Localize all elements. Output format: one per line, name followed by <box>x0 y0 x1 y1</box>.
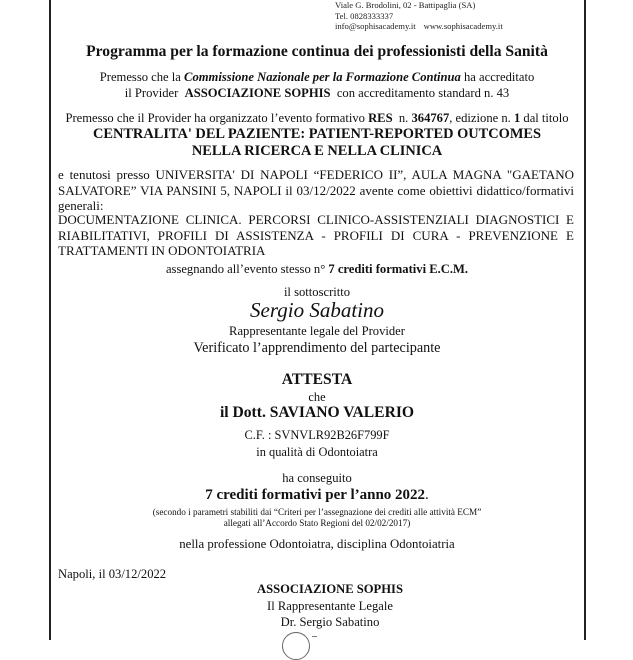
document-title: Programma per la formazione continua dei professionisti della Sanità <box>86 43 548 60</box>
accreditation-line-1: Premesso che la Commissione Nazionale per la Formazione Continua ha accreditato <box>99 70 535 84</box>
participant-name: il Dott. SAVIANO VALERIO <box>219 404 415 421</box>
verification-statement: Verificato l’apprendimento del partecipante <box>193 340 441 356</box>
official-stamp-icon <box>282 632 310 660</box>
footer-signer: Dr. Sergio Sabatino <box>280 615 380 629</box>
che-label: che <box>308 390 326 404</box>
event-edition: 1 <box>513 111 521 125</box>
provider-name: ASSOCIAZIONE SOPHIS <box>184 86 331 100</box>
event-title: CENTRALITA' DEL PAZIENTE: PATIENT-REPORTED OUTCOMES NELLA RICERCA E NELLA CLINICA <box>92 126 542 159</box>
fiscal-code: C.F. : SVNVLR92B26F799F <box>244 428 390 442</box>
signature-mark <box>312 636 317 637</box>
profession-discipline: nella professione Odontoiatra, disciplina Odontoiatria <box>179 537 455 551</box>
event-type: RES <box>368 111 393 125</box>
letterhead-contacts <box>335 0 503 32</box>
website-link[interactable]: www.sophisacademy.it <box>423 21 503 31</box>
email-link[interactable]: info@sophisacademy.it <box>335 21 416 31</box>
footer-organization: ASSOCIAZIONE SOPHIS <box>257 582 403 596</box>
address: Viale G. Brodolini, 02 - Battipaglia (SA) <box>335 0 476 10</box>
attesta-heading: ATTESTA <box>281 371 353 388</box>
achieved-label: ha conseguito <box>282 471 352 485</box>
qualification: in qualità di Odontoiatra <box>256 445 378 459</box>
credits-earned: 7 crediti formativi per l’anno 2022. <box>205 487 429 503</box>
footer-role: Il Rappresentante Legale <box>267 599 393 613</box>
commission-name: Commissione Nazionale per la Formazione Continua <box>184 70 461 84</box>
event-number: 364767 <box>411 111 450 125</box>
credits-assigned: assegnando all’evento stesso n° 7 crediti formativi E.C.M. <box>165 262 469 276</box>
criteria-note-line-1: (secondo i parametri stabiliti dai “Criteri per l’assegnazione dei crediti alle attività ECM” <box>152 507 482 517</box>
event-intro: Premesso che il Provider ha organizzato l’evento formativo RES n. 364767, edizione n. 1 dal titolo <box>65 111 569 125</box>
event-objectives: DOCUMENTAZIONE CLINICA. PERCORSI CLINICO-ASSISTENZIALI DIAGNOSTICI E RIABILITATIVI, PROFILI DI ASSISTENZA - PROFILI DI CURA - PREVENZIONE E TRATTAMENTI IN ODONTOIATRIA <box>58 212 574 258</box>
signer-name: Sergio Sabatino <box>250 298 384 322</box>
signer-role: Rappresentante legale del Provider <box>229 324 405 338</box>
criteria-note-line-2: allegati all’Accordo Stato Regioni del 02/02/2017) <box>223 518 411 528</box>
phone: Tel. 0828333337 <box>335 10 394 21</box>
event-location: e tenutosi presso UNIVERSITA' DI NAPOLI “FEDERICO II”, AULA MAGNA "GAETANO SALVATORE” VIA PANSINI 5, NAPOLI il 03/12/2022 avente come obiettivi didattico/formativi generali: <box>58 167 574 213</box>
accreditation-line-2: il Provider ASSOCIAZIONE SOPHIS con accreditamento standard n. 43 <box>124 86 510 100</box>
signer-intro: il sottoscritto <box>283 285 351 299</box>
place-date: Napoli, il 03/12/2022 <box>58 567 167 581</box>
